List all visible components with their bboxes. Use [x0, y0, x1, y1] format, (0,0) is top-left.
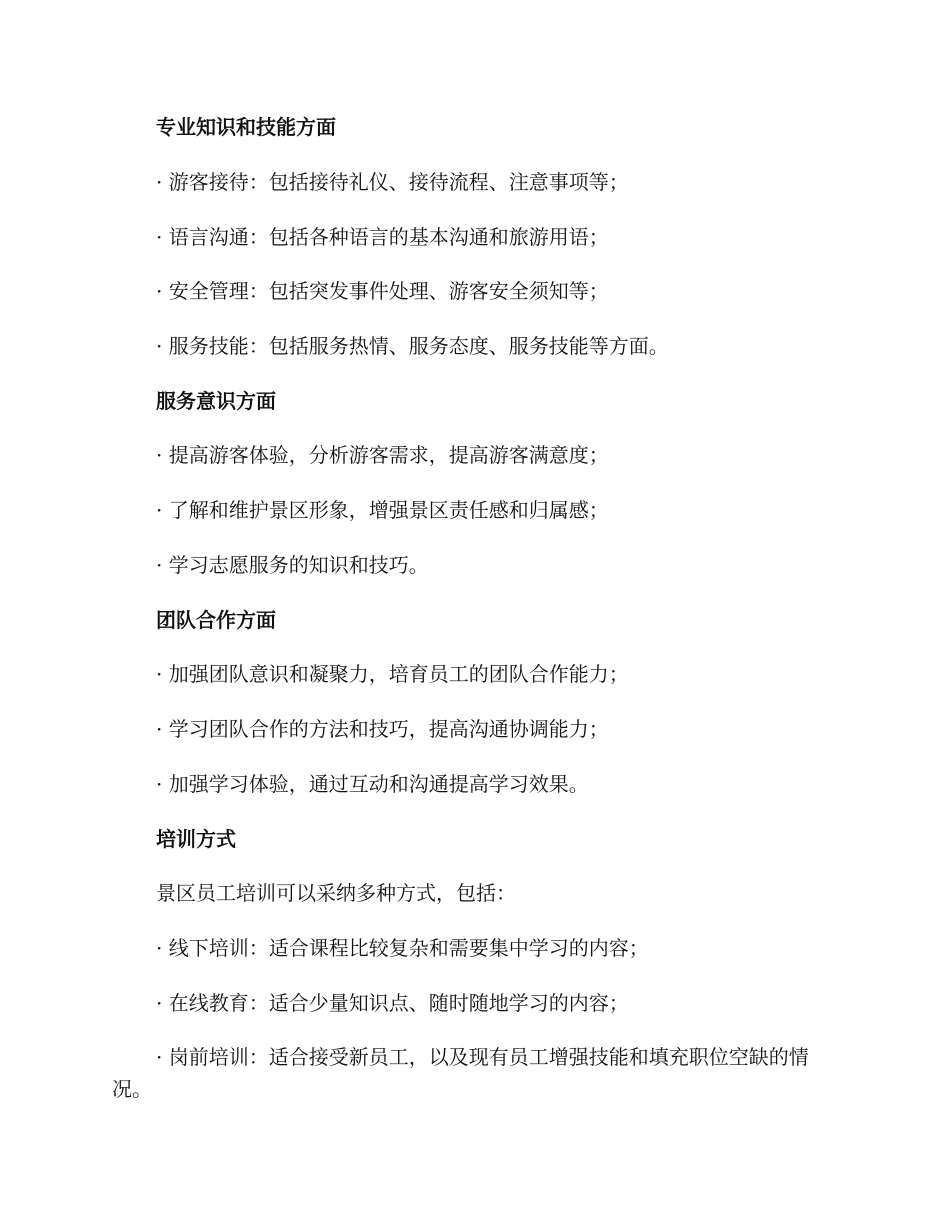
list-item: · 在线教育：适合少量知识点、随时随地学习的内容；	[156, 991, 629, 1015]
section-intro: 景区员工培训可以采纳多种方式，包括：	[156, 881, 516, 905]
list-item: · 加强团队意识和凝聚力，培育员工的团队合作能力；	[156, 662, 629, 686]
section-heading-training-methods: 培训方式	[156, 827, 236, 851]
list-item: · 服务技能：包括服务热情、服务态度、服务技能等方面。	[156, 334, 669, 358]
section-heading-service-awareness: 服务意识方面	[156, 389, 276, 413]
section-heading-professional-skills: 专业知识和技能方面	[156, 115, 336, 139]
list-item: · 游客接待：包括接待礼仪、接待流程、注意事项等；	[156, 170, 629, 194]
section-heading-teamwork: 团队合作方面	[156, 608, 276, 632]
list-item: · 安全管理：包括突发事件处理、游客安全须知等；	[156, 279, 609, 303]
list-item: · 学习团队合作的方法和技巧，提高沟通协调能力；	[156, 717, 609, 741]
list-item: · 线下培训：适合课程比较复杂和需要集中学习的内容；	[156, 936, 649, 960]
list-item: · 学习志愿服务的知识和技巧。	[156, 553, 429, 577]
list-item: · 语言沟通：包括各种语言的基本沟通和旅游用语；	[156, 225, 609, 249]
list-item: · 了解和维护景区形象，增强景区责任感和归属感；	[156, 498, 609, 522]
list-item: · 提高游客体验，分析游客需求，提高游客满意度；	[156, 443, 609, 467]
list-item: · 加强学习体验，通过互动和沟通提高学习效果。	[156, 772, 589, 796]
list-item: · 岗前培训：适合接受新员工，以及现有员工增强技能和填充职位空缺的情况。	[112, 1045, 809, 1101]
